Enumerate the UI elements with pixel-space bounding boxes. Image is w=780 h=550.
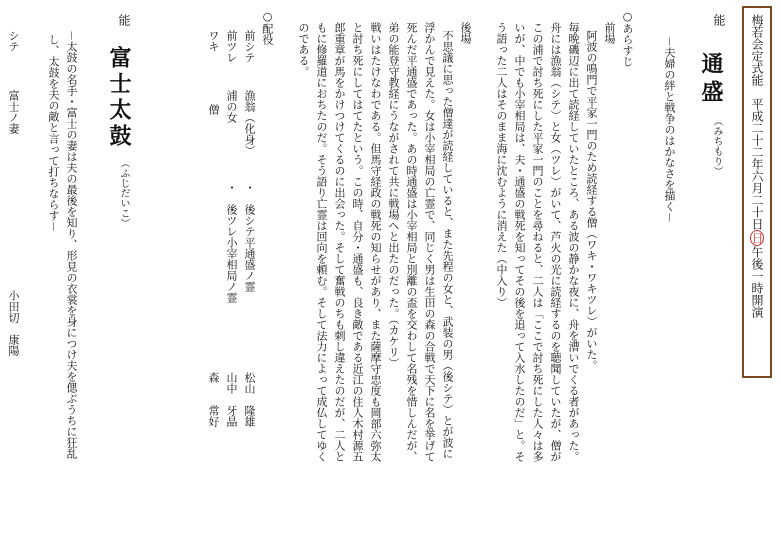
header-time: 午後一時開演 — [750, 246, 764, 318]
cast-actor: 山中 牙晶 — [225, 372, 238, 427]
play1-reading: （みちもり） — [711, 116, 722, 176]
part1-line: 舟には漁翁（シテ）と女（ツレ）がいて、芦火の光に読経するのを聴聞していたが、僧が — [549, 22, 562, 462]
part2-line: のである。 — [297, 22, 310, 77]
cast-role: 前ツレ — [225, 30, 238, 63]
part1-line: いが、中でも小宰相局は、夫・通盛の戦死を知ってその後を追って入水したのだ」と。そ — [513, 22, 526, 462]
cast-heading: ○配役 — [261, 10, 274, 45]
cast-separator: ・ — [243, 182, 256, 193]
part2-line: 郎重章が馬をかけつけてくるのに出会った。そして奮戦のちも刺し違えたのだが、二人と — [333, 22, 346, 462]
cast-role: 前シテ — [243, 30, 256, 63]
part2-line: 不思議に思った僧達が読経していると、また先程の女と、武装の男（後シテ）とが波に — [441, 30, 454, 459]
cast-actor: 松山 隆雄 — [243, 372, 256, 427]
part2-line: 死んだ平通盛であった。あの時通盛は小宰相局と別離の盃を交わして名残を惜しんだが、 — [405, 22, 418, 462]
play1-label: 能 — [712, 14, 726, 26]
cast-character-after: 後シテ平通盛ノ霊 — [243, 204, 256, 292]
part2-line: 戦いはたけなわである。但馬守経政の戦死の知らせがあり、また薩摩守忠度も岡部六弥太 — [369, 22, 382, 462]
play1-title: 通盛 — [698, 52, 724, 108]
part1-line: この浦で討ち死にした平家一門のことを尋ねると、二人は「ここで討ち死にした人々は多 — [531, 22, 544, 462]
part2-line: と討ち死にしてはてたという。この時、自分・通盛も、良き敵である近江の住人木村源五 — [351, 22, 364, 462]
header-line — [750, 14, 764, 318]
cast-character: 富士ノ妻 — [7, 90, 20, 134]
play2-title: 富士太鼓 — [106, 46, 132, 150]
play2-subtitle-line: －太鼓の名手・富士の妻は夫の最後を知り、形見の衣裳を身につけ夫を偲ぶうちに狂乱 — [65, 30, 78, 459]
part2-line: もに修羅道におちたのだ。そう語り亡霊は回向を頼む。そして法力によって成仏してゆく — [315, 22, 328, 462]
cast-character: 漁翁（化身） — [243, 90, 256, 156]
header-day-circle: 日 — [750, 232, 764, 244]
part1-line: 阿波の鳴門で平家一門のため読経する僧（ワキ・ワキツレ）がいた。 — [585, 30, 598, 371]
cast-character: 僧 — [207, 104, 220, 115]
play2-label: 能 — [117, 14, 131, 26]
cast-role: ワキ — [207, 30, 220, 52]
cast-actor: 小田切 康陽 — [7, 290, 20, 356]
play2-reading: （ふじだいこ） — [118, 158, 129, 228]
part2-line: 弟の能登守教経にうながされて共に戦場へと出たのだった。（カケリ） — [387, 22, 400, 369]
header-title: 梅若会定式能 — [750, 14, 764, 86]
cast-actor: 森 常好 — [207, 372, 220, 427]
part2-line: 浮かんで見えた。女は小宰相局の亡霊で、同じく男は生田の森の合戦で天下に名を挙げて — [423, 22, 436, 462]
header-date: 平成二十二年六月二十日 — [750, 98, 764, 230]
part1-heading: 前場 — [603, 22, 616, 44]
part1-line: 毎晩磯辺に出て読経していたところ、ある波の静かな夜に、舟を漕いでくる者があった。 — [567, 22, 580, 462]
cast-character: 浦の女 — [225, 90, 238, 123]
cast-separator: ・ — [225, 182, 238, 193]
cast-character-after: 後ツレ小宰相局ノ霊 — [225, 204, 238, 303]
play2-subtitle-line: し、太鼓を夫の敵と言って打ちならす－ — [47, 34, 60, 232]
cast-role: シテ — [7, 30, 20, 52]
part1-line: う語った二人はそのまま海に沈むように消えた（中入り） — [495, 22, 508, 308]
synopsis-heading: ○あらすじ — [621, 10, 634, 67]
play1-subtitle: －夫婦の絆と戦争のはかなさを描く－ — [663, 36, 676, 223]
part2-heading: 後場 — [459, 22, 472, 44]
